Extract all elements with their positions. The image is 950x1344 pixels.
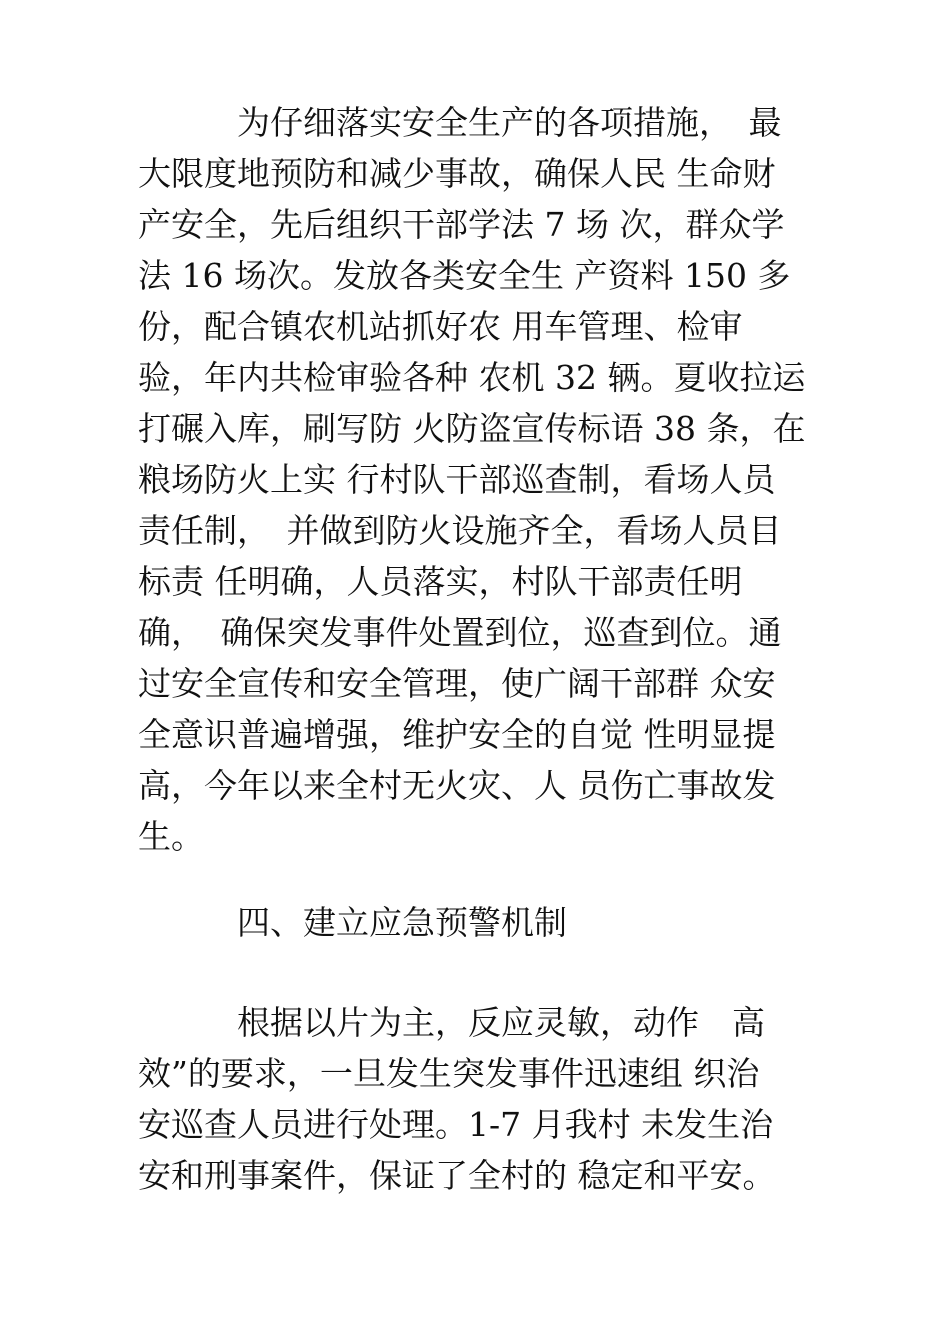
section-heading-text: 四、建立应急预警机制 [138,903,567,942]
paragraph-emergency-warning [138,997,838,1201]
text-line: 验，年内共检审验各种 农机 32 辆。夏收拉运 [138,358,806,397]
text-line: 安和刑事案件，保证了全村的 稳定和平安。 [138,1156,776,1195]
text-line: 高，今年以来全村无火灾、人 员伤亡事故发 [138,766,776,805]
text-line: 全意识普遍增强，维护安全的自觉 性明显提 [138,715,776,754]
text-line: 份，配合镇农机站抓好农 用车管理、检审 [138,307,743,346]
text-line: 粮场防火上实 行村队干部巡查制，看场人员 [138,460,776,499]
text-line: 过安全宣传和安全管理，使广阔干部群 众安 [138,664,776,703]
text-line: 确， 确保突发事件处置到位，巡查到位。通 [138,613,782,652]
text-line: 根据以片为主，反应灵敏，动作 高 [138,1003,765,1042]
text-line: 大限度地预防和减少事故，确保人民 生命财 [138,154,776,193]
text-line: 标责 任明确，人员落实，村队干部责任明 [138,562,743,601]
text-line: 责任制， 并做到防火设施齐全，看场人员目 [138,511,782,550]
text-line: 法 16 场次。发放各类安全生 产资料 150 多 [138,256,791,295]
text-line: 效”的要求，一旦发生突发事件迅速组 织治 [138,1054,760,1093]
section-heading [138,897,838,948]
text-line: 产安全，先后组织干部学法 7 场 次，群众学 [138,205,785,244]
text-line: 为仔细落实安全生产的各项措施， 最 [138,103,782,142]
text-line: 打碾入库，刷写防 火防盗宣传标语 38 条，在 [138,409,806,448]
text-line: 安巡查人员进行处理。1-7 月我村 未发生治 [138,1105,774,1144]
paragraph-safety-measures [138,97,838,862]
text-line: 生。 [138,817,204,856]
